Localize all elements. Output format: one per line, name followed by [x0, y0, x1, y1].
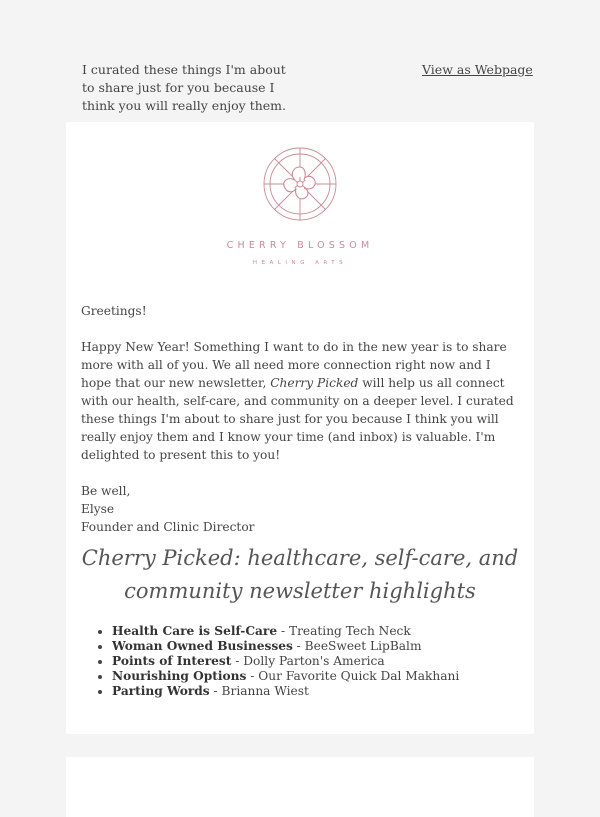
greeting: Greetings!: [81, 304, 147, 318]
highlight-detail: - Dolly Parton's America: [231, 654, 385, 668]
preheader: [0, 0, 600, 122]
highlight-detail: - Treating Tech Neck: [277, 624, 411, 638]
intro-text-1: Happy New Year! Something I want to do in the new year is to share more with all of you. We all need more connection right now and I hope that our new newsletter,: [81, 340, 507, 390]
letter-body: [81, 302, 521, 536]
brand-name: CHERRY BLOSSOM: [226, 240, 374, 251]
highlight-detail: - Brianna Wiest: [209, 684, 309, 698]
highlight-title: Health Care is Self-Care: [112, 624, 278, 638]
signer-name: Elyse: [81, 502, 115, 516]
next-section-card: [66, 757, 534, 817]
brand-tagline: HEALING ARTS: [252, 260, 348, 266]
list-item[interactable]: [112, 669, 532, 684]
intro-paragraph: [81, 338, 521, 464]
signature: [81, 482, 521, 536]
view-as-webpage-link[interactable]: View as Webpage: [422, 62, 533, 77]
closing: Be well,: [81, 484, 131, 498]
list-item[interactable]: [112, 684, 532, 699]
highlight-title: Nourishing Options: [112, 669, 247, 683]
list-item[interactable]: [112, 639, 532, 654]
highlight-detail: - BeeSweet LipBalm: [292, 639, 422, 653]
highlight-detail: - Our Favorite Quick Dal Makhani: [246, 669, 460, 683]
highlight-title: Woman Owned Businesses: [112, 639, 293, 653]
intro-text-2: will help us all connect with our health, self-care, and community on a deeper level. I curated these things I'm about to share just for you because I think you will really enjoy them and I know your time (and inbox) is valuable. I'm delighted to present this to you!: [81, 376, 514, 462]
newsletter-headline: Cherry Picked: healthcare, self-care, and community newsletter highlights: [81, 546, 519, 603]
list-item[interactable]: [112, 654, 532, 669]
highlights-list: [98, 624, 532, 699]
highlight-title: Parting Words: [112, 684, 210, 698]
highlight-title: Points of Interest: [112, 654, 232, 668]
logo: [66, 146, 534, 222]
newsletter-name: Cherry Picked: [270, 376, 359, 390]
cherry-blossom-flower-icon: [262, 146, 338, 222]
list-item[interactable]: [112, 624, 532, 639]
signer-role: Founder and Clinic Director: [81, 520, 255, 534]
newsletter-card: [66, 122, 534, 734]
preheader-text: I curated these things I'm about to share just for you because I think you will really enjoy them.: [82, 62, 286, 113]
